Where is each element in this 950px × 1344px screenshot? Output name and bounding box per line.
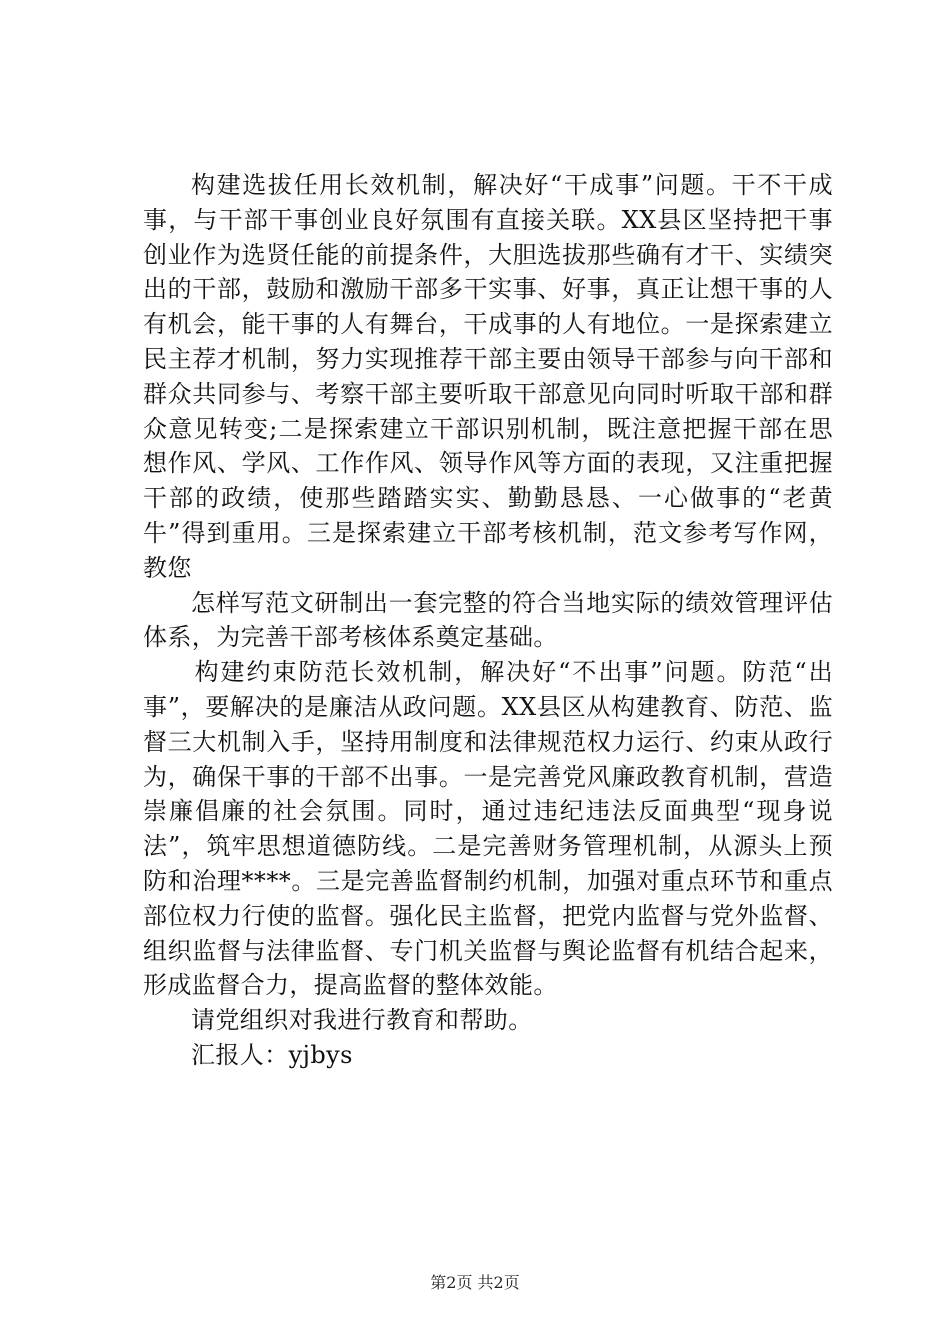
paragraph-evaluation-system: 怎样写范文研制出一套完整的符合当地实际的绩效管理评估体系，为完善干部考核体系奠定基础。 — [143, 588, 833, 652]
paragraph-selection-mechanism: 构建选拔任用长效机制，解决好“干成事”问题。干不干成事，与干部干事创业良好氛围有直接关联。XX县区坚持把干事创业作为选贤任能的前提条件，大胆选拔那些确有才干、实绩突出的干部，鼓励和激励干部多干实事、好事，真正让想干事的人有机会，能干事的人有舞台，干成事的人有地位。一是探索建立民主荐才机制，努力实现推荐干部主要由领导干部参与向干部和群众共同参与、考察干部主要听取干部意见向同时听取干部和群众意见转变;二是探索建立干部识别机制，既注意把握干部在思想作风、学风、工作作风、领导作风等方面的表现，又注重把握干部的政绩，使那些踏踏实实、勤勤恳恳、一心做事的“老黄牛”得到重用。三是探索建立干部考核机制，范文参考写作网，教您 — [143, 171, 833, 582]
reporter-line: 汇报人：yjbys — [191, 1040, 353, 1069]
paragraph-constraint-mechanism: 构建约束防范长效机制，解决好“不出事”问题。防范“出事”，要解决的是廉洁从政问题。XX县区从构建教育、防范、监督三大机制入手，坚持用制度和法律规范权力运行、约束从政行为，确保干事的干部不出事。一是完善党风廉政教育机制，营造崇廉倡廉的社会氛围。同时，通过违纪违法反面典型“现身说法”，筑牢思想道德防线。二是完善财务管理机制，从源头上预防和治理****。三是完善监督制约机制，加强对重点环节和重点部位权力行使的监督。强化民主监督，把党内监督与党外监督、组织监督与法律监督、专门机关监督与舆论监督有机结合起来，形成监督合力，提高监督的整体效能。 — [143, 658, 833, 1000]
page-footer: 第2页 共2页 — [430, 1273, 520, 1292]
paragraph-request-help: 请党组织对我进行教育和帮助。 — [191, 1006, 533, 1035]
document-body — [143, 168, 833, 1073]
